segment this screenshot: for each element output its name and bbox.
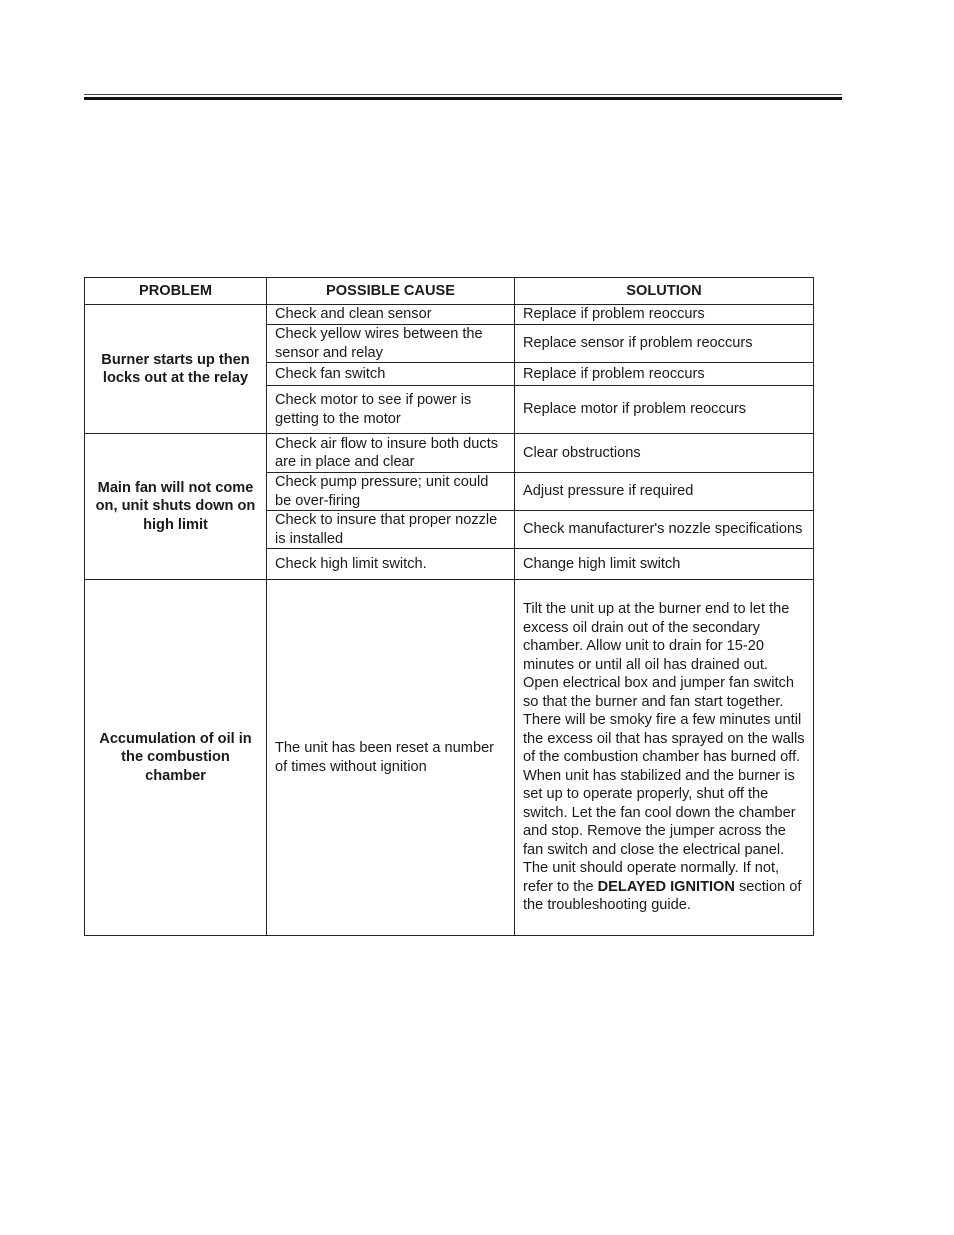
solution-cell: Adjust pressure if required: [515, 473, 814, 511]
solution-cell: Check manufacturer's nozzle specifications: [515, 511, 814, 549]
problem-cell: Burner starts up then locks out at the relay: [85, 305, 267, 434]
solution-text-end: section of the troubleshooting guide.: [523, 878, 802, 914]
solution-cell: Replace if problem reoccurs: [515, 305, 814, 325]
table-row: [85, 580, 814, 936]
solution-cell: [515, 580, 814, 936]
header-rule-thick: [84, 97, 842, 100]
table-row: [85, 305, 814, 325]
header-solution: SOLUTION: [515, 278, 814, 305]
solution-cell: Clear obstructions: [515, 434, 814, 473]
cause-cell: The unit has been reset a number of times without ignition: [267, 580, 515, 936]
cause-cell: Check yellow wires between the sensor and relay: [267, 325, 515, 363]
table-header-row: [85, 278, 814, 305]
cause-cell: Check motor to see if power is getting to the motor: [267, 386, 515, 434]
solution-cell: Replace sensor if problem reoccurs: [515, 325, 814, 363]
solution-cell: Replace if problem reoccurs: [515, 363, 814, 386]
solution-text: Tilt the unit up at the burner end to let the excess oil drain out of the secondary chamber. Allow unit to drain for 15-20 minutes or until all oil has drained out. Open electrical box and jumper fan switch so that the burner and fan start together. There will be smoky fire a few minutes until the excess oil that has sprayed on the walls of the combustion chamber has burned off. When unit has stabilized and the burner is set up to operate properly, shut off the switch. Let the fan cool down the chamber and stop. Remove the jumper across the fan switch and close the electrical panel. The unit should operate normally. If not, refer to the: [523, 601, 805, 895]
delayed-ignition-ref: DELAYED IGNITION: [597, 878, 735, 895]
table-row: [85, 434, 814, 473]
cause-cell: Check fan switch: [267, 363, 515, 386]
problem-cell: Accumulation of oil in the combustion chamber: [85, 580, 267, 936]
cause-cell: Check to insure that proper nozzle is installed: [267, 511, 515, 549]
cause-cell: Check high limit switch.: [267, 549, 515, 580]
solution-cell: Replace motor if problem reoccurs: [515, 386, 814, 434]
header-rule-thin: [84, 94, 842, 95]
header-problem: PROBLEM: [85, 278, 267, 305]
cause-cell: Check pump pressure; unit could be over-firing: [267, 473, 515, 511]
solution-cell: Change high limit switch: [515, 549, 814, 580]
troubleshooting-table: [84, 277, 814, 936]
header-possible-cause: POSSIBLE CAUSE: [267, 278, 515, 305]
cause-cell: Check and clean sensor: [267, 305, 515, 325]
cause-cell: Check air flow to insure both ducts are in place and clear: [267, 434, 515, 473]
problem-cell: Main fan will not come on, unit shuts down on high limit: [85, 434, 267, 580]
